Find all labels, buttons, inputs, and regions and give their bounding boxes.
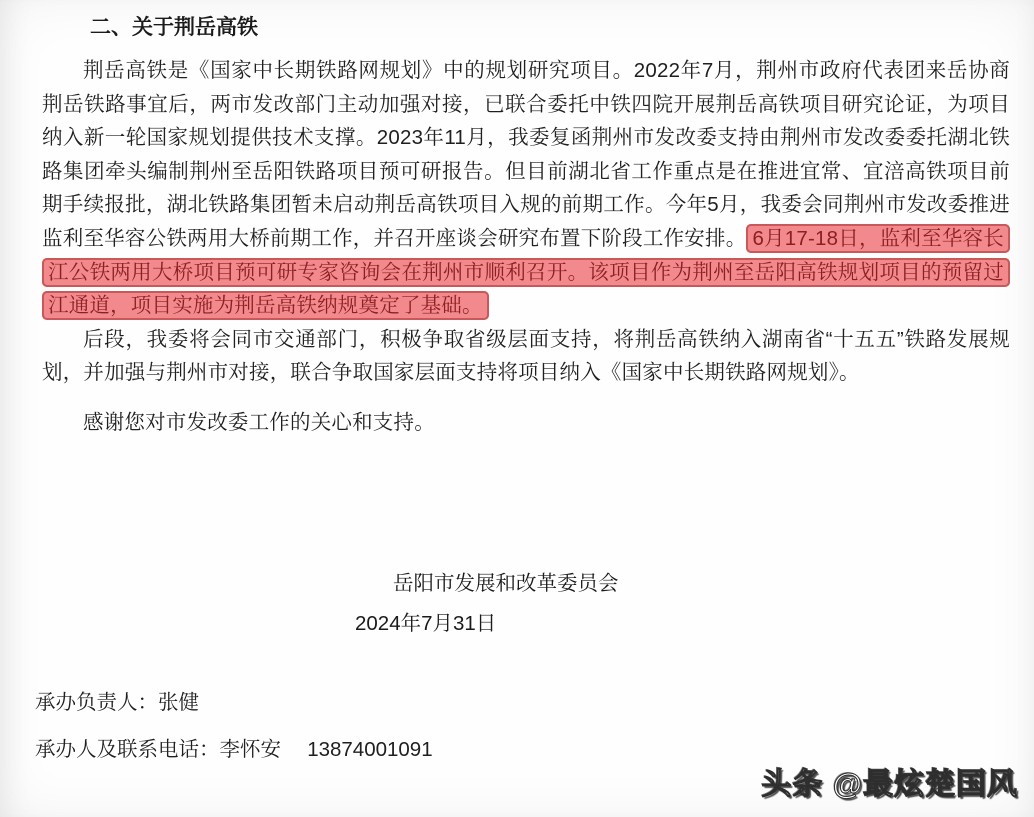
document-body — [42, 54, 1010, 440]
paragraph — [42, 54, 1010, 323]
contact-block — [35, 691, 1010, 762]
body-text: 感谢您对市发改委工作的关心和支持。 — [83, 410, 435, 434]
body-text: 后段，我委将会同市交通部门，积极争取省级层面支持，将荆岳高铁纳入湖南省“十五五”铁路发展规划，并加强与荆州市对接，联合争取国家层面支持将项目纳入《国家中长期铁路网规划》。 — [42, 327, 1010, 385]
watermark: 头条 @最炫楚国风 — [761, 768, 1018, 801]
highlighted-text: 6月17-18日，监利至华容长江公铁两用大桥项目预可研专家咨询会在荆州市顺利召开。该项目作为荆州至岳阳高铁规划项目的预留过江通道，项目实施为荆岳高铁纳规奠定了基础。 — [42, 224, 1010, 320]
signature-date: 2024年7月31日 — [355, 611, 497, 635]
contact-responsible-person: 承办负责人：张健 — [35, 690, 199, 714]
paragraph — [42, 323, 1010, 390]
signature-organization: 岳阳市发展和改革委员会 — [393, 571, 619, 595]
paragraph — [42, 406, 1010, 440]
contact-handler-phone: 承办人及联系电话：李怀安 13874001091 — [35, 737, 433, 761]
body-text: 荆岳高铁是《国家中长期铁路网规划》中的规划研究项目。2022年7月，荆州市政府代表团来岳协商荆岳铁路事宜后，两市发改部门主动加强对接，已联合委托中铁四院开展荆岳高铁项目研究论证，为项目纳入新一轮国家规划提供技术支撑。2023年11月，我委复函荆州市发改委支持由荆州市发改委委托湖北铁路集团牵头编制荆州至岳阳铁路项目预可研报告。但目前湖北省工作重点是在推进宜常、宜涪高铁项目前期手续报批，湖北铁路集团暂未启动荆岳高铁项目入规的前期工作。今年5月，我委会同荆州市发改委推进监利至华容公铁两用大桥前期工作，并召开座谈会研究布置下阶段工作安排。 — [42, 59, 1010, 250]
section-heading: 二、关于荆岳高铁 — [90, 16, 258, 39]
